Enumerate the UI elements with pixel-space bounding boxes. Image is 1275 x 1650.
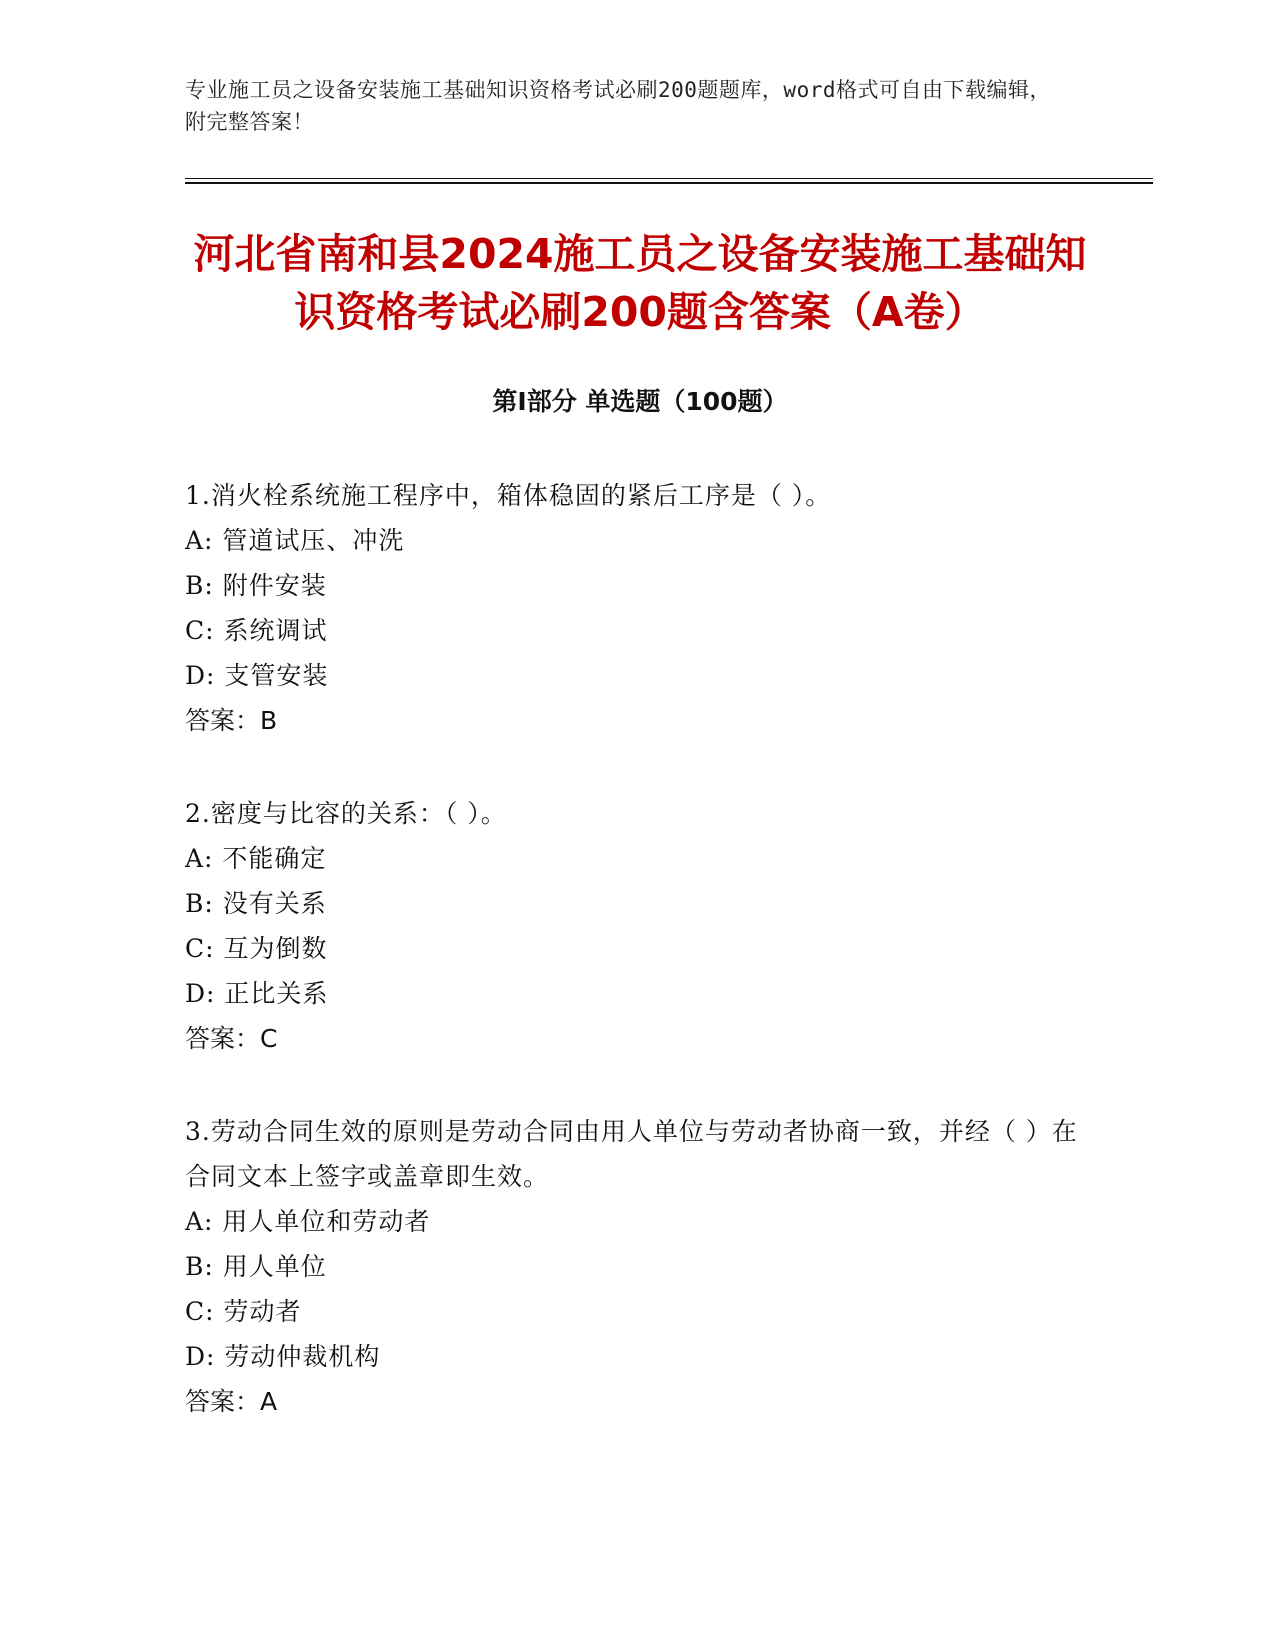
option-c: C: 互为倒数 (185, 934, 328, 963)
option-d: D: 支管安装 (185, 661, 329, 690)
option-d: D: 劳动仲裁机构 (185, 1342, 381, 1371)
option-a: A: 用人单位和劳动者 (185, 1207, 431, 1236)
question-stem: 2.密度与比容的关系：（ ）。 (185, 799, 507, 828)
question-stem: 3.劳动合同生效的原则是劳动合同由用人单位与劳动者协商一致，并经（ ）在合同文本上签字或盖章即生效。 (185, 1117, 1078, 1191)
option-a: A: 不能确定 (185, 844, 327, 873)
answer-line: 答案：C (185, 1024, 278, 1053)
section-title: 第Ⅰ部分 单选题（100题） (492, 387, 788, 416)
option-c: C: 劳动者 (185, 1297, 302, 1326)
header-note: 专业施工员之设备安装施工基础知识资格考试必刷200题题库，word格式可自由下载编辑，附完整答案！ (185, 78, 1051, 134)
option-a: A: 管道试压、冲洗 (185, 526, 405, 555)
answer-line: 答案：B (185, 706, 278, 735)
question-1 (185, 473, 1085, 743)
header-divider-thick (185, 182, 1153, 184)
option-d: D: 正比关系 (185, 979, 329, 1008)
option-c: C: 系统调试 (185, 616, 328, 645)
option-b: B: 没有关系 (185, 889, 327, 918)
answer-line: 答案：A (185, 1387, 278, 1416)
question-stem: 1.消火栓系统施工程序中，箱体稳固的紧后工序是（ ）。 (185, 481, 832, 510)
question-2 (185, 791, 1085, 1061)
document-title: 河北省南和县2024施工员之设备安装施工基础知识资格考试必刷200题含答案（A卷） (193, 230, 1087, 336)
header-divider-thin (185, 178, 1153, 179)
option-b: B: 附件安装 (185, 571, 327, 600)
option-b: B: 用人单位 (185, 1252, 327, 1281)
question-3 (185, 1109, 1085, 1424)
